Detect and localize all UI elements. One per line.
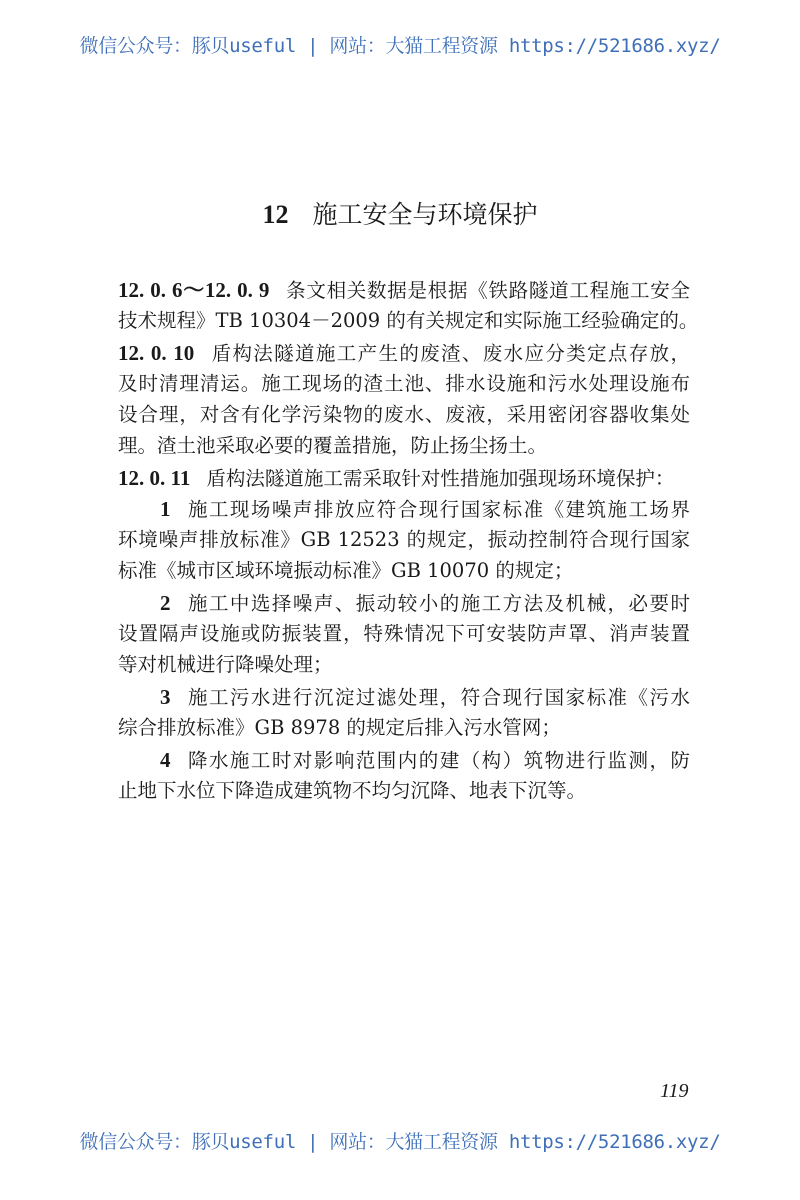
clause-text: 设合理，对含有化学污染物的废水、废液，采用密闭容器收集处 (118, 403, 690, 426)
watermark-top: 微信公众号：豚贝useful | 网站：大猫工程资源 https://521686.xyz/ (79, 35, 721, 57)
clause-number: 12. 0. 10 (118, 341, 195, 365)
clause-number: 12. 0. 11 (118, 466, 191, 490)
list-item-text: 标准《城市区域环境振动标准》GB 10070 的规定； (118, 559, 574, 582)
list-item-line (118, 779, 690, 803)
list-item-text: 设置隔声设施或防振装置，特殊情况下可安装防声罩、消声装置 (118, 622, 690, 645)
list-item-text: 综合排放标准》GB 8978 的规定后排入污水管网； (118, 716, 561, 739)
list-item-line (160, 591, 690, 616)
list-item-line (118, 622, 690, 646)
list-item-line (118, 528, 690, 552)
clause-text: 条文相关数据是根据《铁路隧道工程施工安全 (285, 279, 690, 302)
clause-number: 12. 0. 6～12. 0. 9 (118, 278, 270, 302)
list-item-text: 施工中选择噪声、振动较小的施工方法及机械，必要时 (186, 592, 690, 615)
clause-first-line (118, 341, 690, 366)
list-item-text: 施工污水进行沉淀过滤处理，符合现行国家标准《污水 (186, 686, 690, 709)
clause-text: 盾构法隧道施工需采取针对性措施加强现场环境保护： (206, 467, 675, 490)
list-item-text: 环境噪声排放标准》GB 12523 的规定，振动控制符合现行国家 (118, 528, 690, 551)
list-item-number: 4 (160, 748, 171, 772)
clause-first-line (118, 278, 690, 303)
list-item-number: 1 (160, 497, 171, 521)
list-item-text: 止地下水位下降造成建筑物不均匀沉降、地表下沉等。 (118, 779, 587, 802)
clause-text: 理。渣土池采取必要的覆盖措施，防止扬尘扬土。 (118, 434, 548, 457)
list-item-text: 施工现场噪声排放应符合现行国家标准《建筑施工场界 (186, 498, 690, 521)
list-item-line (160, 748, 690, 773)
list-item-number: 2 (160, 591, 171, 615)
clause-text: 盾构法隧道施工产生的废渣、废水应分类定点存放， (210, 342, 690, 365)
watermark-bottom: 微信公众号：豚贝useful | 网站：大猫工程资源 https://521686.xyz/ (79, 1131, 721, 1153)
chapter-number: 12 (262, 200, 289, 229)
clause-first-line (118, 466, 690, 491)
list-item-line (118, 653, 690, 677)
list-item-number: 3 (160, 685, 171, 709)
clause-text: 技术规程》TB 10304－2009 的有关规定和实际施工经验确定的。 (118, 309, 699, 332)
clause-line (118, 372, 690, 396)
list-item-line (160, 497, 690, 522)
chapter-title-text: 施工安全与环境保护 (312, 200, 538, 229)
page-number: 119 (660, 1080, 689, 1102)
list-item-text: 降水施工时对影响范围内的建（构）筑物进行监测，防 (186, 749, 690, 772)
list-item-text: 等对机械进行降噪处理； (118, 653, 333, 676)
clause-line (118, 434, 690, 458)
clause-line (118, 403, 690, 427)
clause-line (118, 309, 699, 333)
clause-text: 及时清理清运。施工现场的渣土池、排水设施和污水处理设施布 (118, 372, 690, 395)
chapter-title (0, 195, 800, 231)
list-item-line (160, 685, 690, 710)
list-item-line (118, 716, 690, 740)
list-item-line (118, 559, 690, 583)
